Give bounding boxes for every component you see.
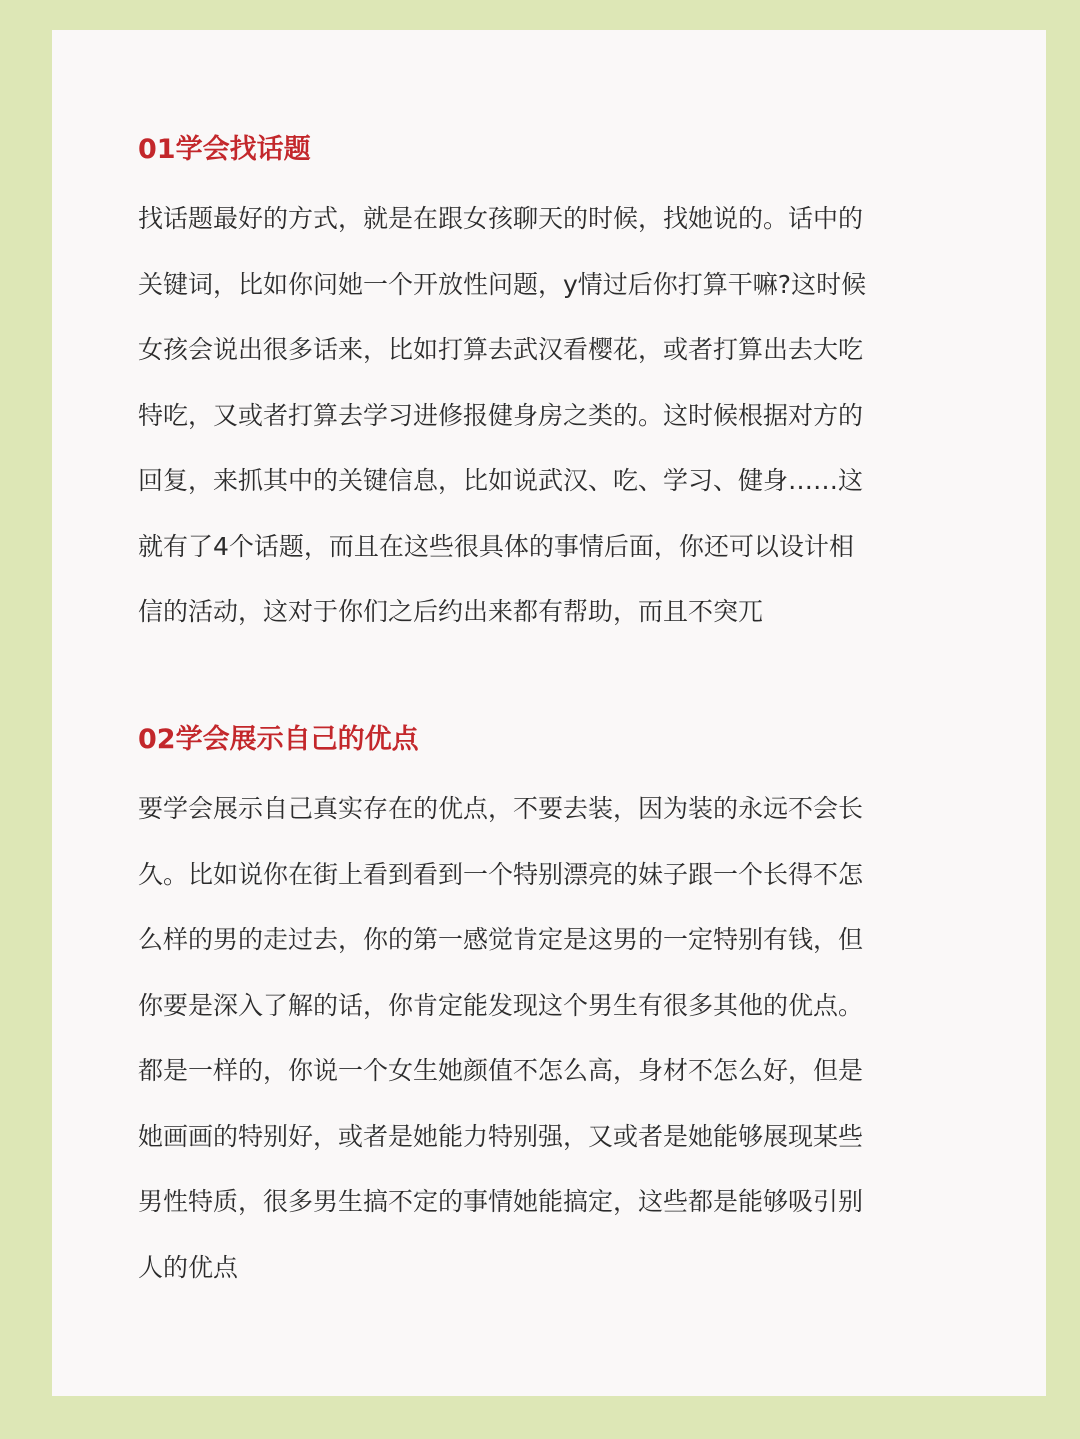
paragraph-line: 久。比如说你在街上看到看到一个特别漂亮的妹子跟一个长得不怎 <box>138 859 864 889</box>
paragraph-line: 你要是深入了解的话，你肯定能发现这个男生有很多其他的优点。 <box>138 990 864 1020</box>
paragraph-line: 女孩会说出很多话来，比如打算去武汉看樱花，或者打算出去大吃 <box>138 335 864 364</box>
section-heading: 02学会展示自己的优点 <box>138 724 419 755</box>
section-paragraph <box>138 776 958 1300</box>
section-show-strengths <box>138 720 958 1300</box>
article-card <box>52 30 1046 1396</box>
paragraph-line: 信的活动，这对于你们之后约出来都有帮助，而且不突兀 <box>138 597 764 626</box>
paragraph-line: 她画画的特别好，或者是她能力特别强，又或者是她能够展现某些 <box>138 1121 864 1151</box>
paragraph-line: 么样的男的走过去，你的第一感觉肯定是这男的一定特别有钱，但 <box>138 925 864 954</box>
paragraph-line: 关键词，比如你问她一个开放性问题，y情过后你打算干嘛?这时候 <box>138 269 867 299</box>
paragraph-line: 男性特质，很多男生搞不定的事情她能搞定，这些都是能够吸引别 <box>138 1187 864 1216</box>
paragraph-line: 特吃，又或者打算去学习进修报健身房之类的。这时候根据对方的 <box>138 400 864 430</box>
section-find-topics <box>138 130 958 645</box>
paragraph-line: 就有了4个话题，而且在这些很具体的事情后面，你还可以设计相 <box>138 531 854 561</box>
paragraph-line: 都是一样的，你说一个女生她颜值不怎么高，身材不怎么好，但是 <box>138 1056 864 1085</box>
paragraph-line: 回复，来抓其中的关键信息，比如说武汉、吃、学习、健身……这 <box>138 466 864 495</box>
paragraph-line: 要学会展示自己真实存在的优点，不要去装，因为装的永远不会长 <box>138 794 864 823</box>
paragraph-line: 人的优点 <box>138 1252 239 1282</box>
paragraph-line: 找话题最好的方式，就是在跟女孩聊天的时候，找她说的。话中的 <box>138 204 864 233</box>
section-heading: 01学会找话题 <box>138 134 311 165</box>
section-paragraph <box>138 186 958 645</box>
